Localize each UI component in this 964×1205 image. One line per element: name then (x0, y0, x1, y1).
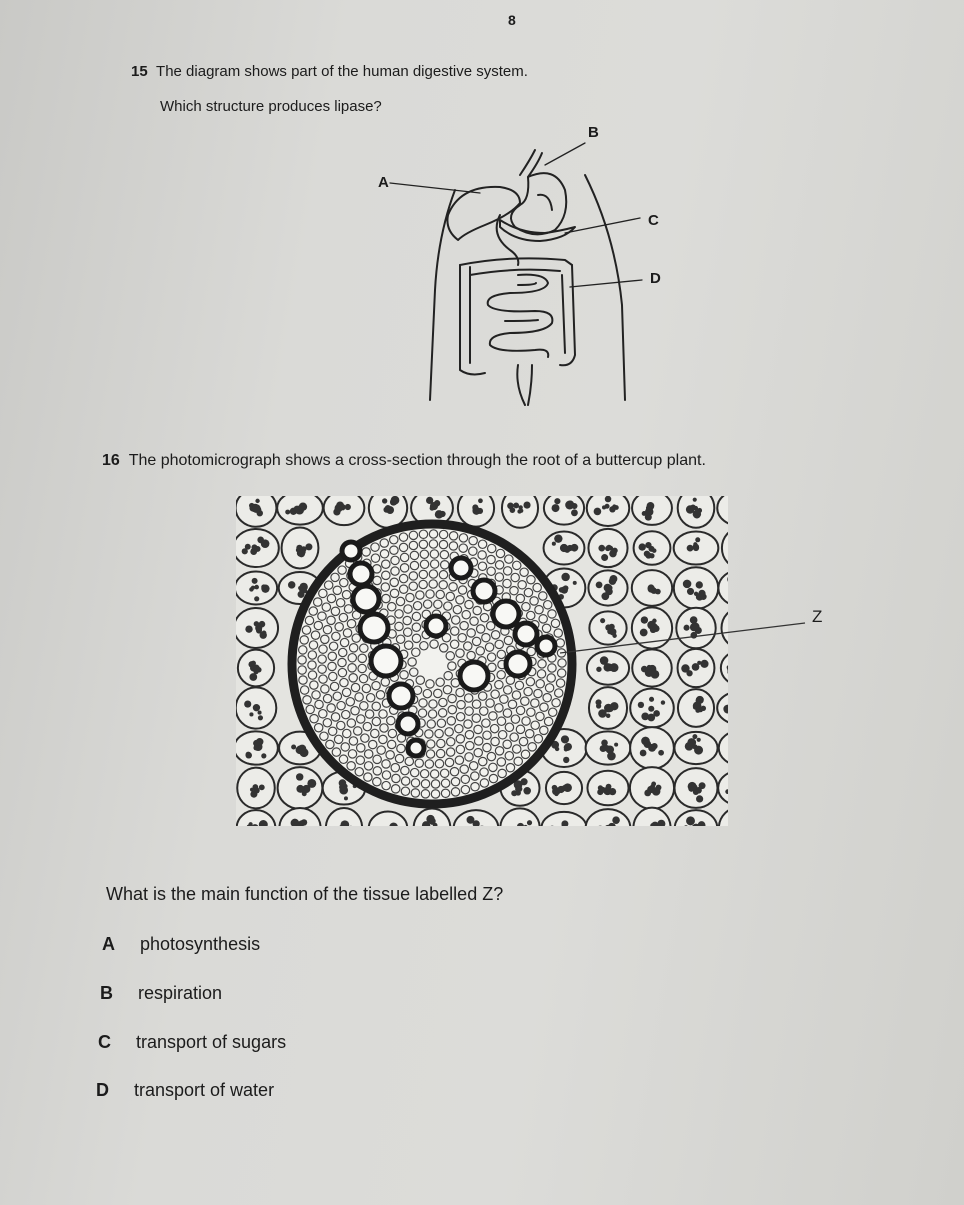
cortex-cell (718, 770, 728, 805)
cortex-cell (236, 608, 278, 648)
cortex-cell (630, 689, 674, 728)
cortex-cell (458, 496, 494, 527)
cortex-cell (546, 772, 582, 804)
cortex-cell (722, 528, 728, 568)
cortex-cell (588, 529, 627, 567)
cortex-cell (719, 807, 728, 826)
cortex-cell (502, 496, 538, 528)
cortex-cell (500, 808, 539, 826)
cortex-cell (237, 768, 275, 809)
option-b-letter: B (100, 983, 113, 1003)
cortex-cell (236, 572, 277, 605)
xylem-vessel (506, 652, 530, 676)
xylem-vessel (342, 542, 360, 560)
cortex-cell (236, 496, 276, 527)
option-a[interactable] (102, 934, 260, 955)
cortex-cell (544, 496, 584, 525)
label-a: A (378, 174, 389, 191)
cortex-cell (454, 810, 499, 826)
option-d-letter: D (96, 1080, 109, 1100)
cortex-cell (278, 767, 323, 809)
xylem-vessel (473, 580, 495, 602)
question-15-number: 15 (131, 63, 148, 80)
question-15-prompt: Which structure produces lipase? (160, 98, 382, 115)
cortex-cell (632, 496, 672, 525)
cortex-cell (678, 496, 715, 528)
cortex-cell (717, 496, 728, 526)
question-15-stem (131, 63, 528, 80)
question-16-prompt: What is the main function of the tissue labelled Z? (106, 884, 504, 904)
cortex-cell (589, 687, 627, 729)
cortex-cell (678, 689, 714, 727)
option-c-letter: C (98, 1032, 111, 1052)
small-intestine-shape (488, 275, 553, 357)
cortex-cell (277, 496, 323, 525)
option-b-text: respiration (138, 983, 223, 1003)
cortex-cell (717, 691, 728, 724)
option-a-text: photosynthesis (140, 934, 261, 954)
xylem-vessel (408, 740, 424, 756)
xylem-vessel (371, 646, 401, 676)
option-d-text: transport of water (134, 1080, 275, 1100)
xylem-vessel (460, 662, 488, 690)
xylem-vessel (360, 614, 388, 642)
xylem-vessel (515, 623, 537, 645)
cortex-cell (369, 812, 408, 826)
cortex-cell (282, 528, 319, 569)
cortex-cell (324, 496, 365, 525)
cortex-cell (326, 808, 362, 826)
option-b[interactable] (100, 983, 222, 1004)
label-b: B (588, 124, 599, 141)
cortex-cell (279, 808, 320, 826)
pancreas-shape (500, 220, 575, 241)
cortex-cell (236, 687, 276, 728)
page-number: 8 (508, 12, 516, 28)
cortex-cell (630, 727, 674, 769)
cortex-cell (236, 529, 279, 567)
cortex-cell (587, 771, 628, 806)
xylem-vessel (398, 714, 418, 734)
xylem-vessel (350, 563, 372, 585)
cortex-cell (544, 532, 585, 565)
digestive-system-diagram (360, 115, 680, 415)
label-z-pointer (560, 595, 840, 665)
question-16-stem (102, 452, 706, 470)
xylem-vessel (389, 684, 413, 708)
xylem-vessel (451, 558, 471, 578)
option-c[interactable] (98, 1032, 286, 1053)
liver-shape (447, 187, 520, 240)
cortex-cell (674, 768, 717, 808)
xylem-vessel (537, 637, 555, 655)
option-d[interactable] (96, 1080, 274, 1101)
xylem-vessel (426, 616, 446, 636)
label-d: D (650, 270, 661, 287)
xylem-vessel (353, 586, 379, 612)
label-z: Z (812, 607, 823, 626)
cortex-cell (586, 731, 631, 764)
cortex-cell (674, 531, 719, 564)
cortex-cell (586, 809, 631, 826)
option-a-letter: A (102, 934, 115, 954)
cortex-cell (238, 650, 274, 687)
xylem-vessel (493, 601, 519, 627)
cortex-cell (587, 496, 630, 526)
cortex-cell (541, 812, 586, 826)
cortex-cell (237, 810, 276, 826)
cortex-cell (414, 809, 451, 826)
cortex-cell (630, 767, 674, 809)
cortex-cell (634, 531, 671, 564)
label-c: C (648, 212, 659, 229)
cortex-cell (633, 808, 670, 826)
cortex-cell (675, 810, 718, 826)
question-15-text: The diagram shows part of the human digestive system. (156, 63, 528, 80)
option-c-text: transport of sugars (136, 1032, 287, 1052)
question-16-number: 16 (102, 452, 120, 469)
cortex-cell (719, 731, 728, 766)
cortex-cell (236, 731, 278, 764)
question-16-text: The photomicrograph shows a cross-section through the root of a buttercup plant. (128, 452, 706, 469)
cortex-cell (674, 732, 717, 764)
